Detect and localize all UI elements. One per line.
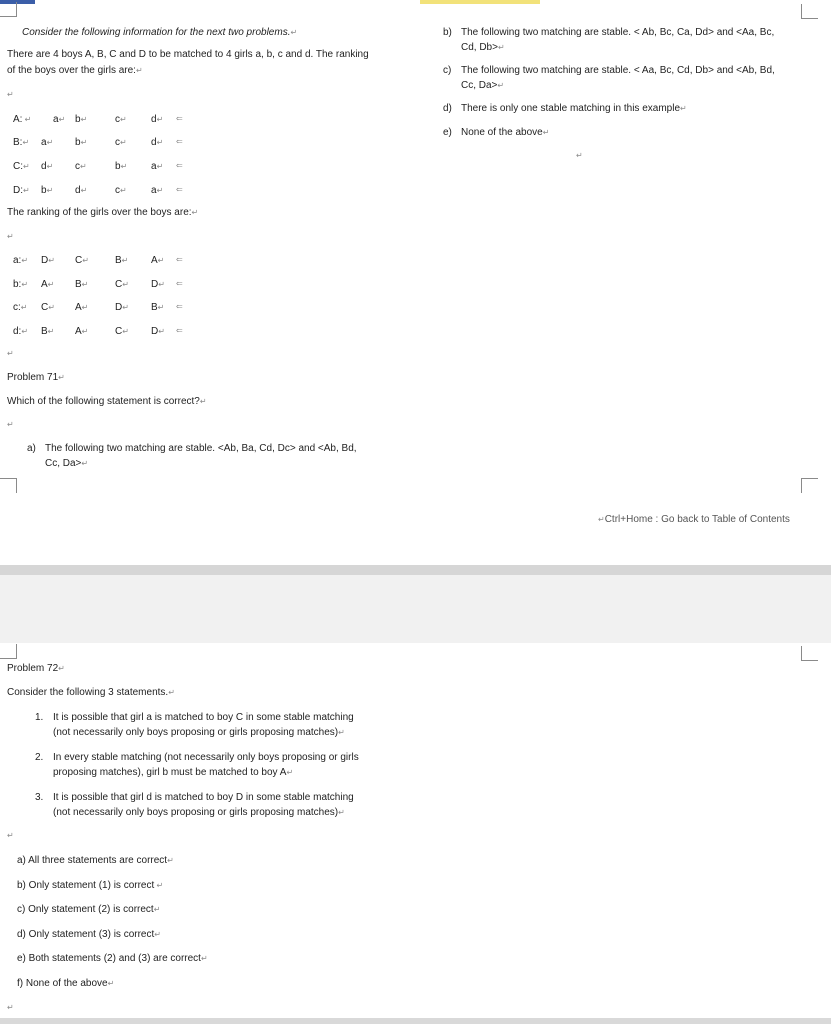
bottom-strip <box>0 1018 831 1024</box>
girls-cell: D↵ <box>115 302 129 313</box>
paragraph-mark: ↵ <box>7 349 14 358</box>
boys-cell: c↵ <box>75 161 87 172</box>
paragraph-mark: ↵ <box>7 420 14 429</box>
intro-paragraph-line1: There are 4 boys A, B, C and D to be matched to 4 girls a, b, c and d. The ranking <box>7 49 369 60</box>
boys-cell: c↵ <box>115 137 127 148</box>
boys-cell: b↵ <box>75 137 88 148</box>
problem71-option-e-text: None of the above↵ <box>461 127 550 138</box>
girls-cell: A↵ <box>75 302 89 313</box>
paragraph-mark: ↵ <box>576 151 583 160</box>
boys-row-label: C:↵ <box>13 161 30 172</box>
row-end-mark: ⇐ <box>176 326 183 335</box>
row-end-mark: ⇐ <box>176 161 183 170</box>
problem71-option-e: e) <box>443 127 452 138</box>
girls-row-label: c:↵ <box>13 302 28 313</box>
girls-cell: B↵ <box>41 326 55 337</box>
paragraph-mark: ↵ <box>7 232 14 241</box>
statement-1-text: It is possible that girl a is matched to boy C in some stable matching <box>53 712 354 723</box>
margin-corner-bottom-left <box>0 478 17 493</box>
girls-cell: D↵ <box>151 279 165 290</box>
statement-3-num: 3. <box>35 792 44 803</box>
row-end-mark: ⇐ <box>176 137 183 146</box>
girls-cell: D↵ <box>41 255 55 266</box>
paragraph-mark: ↵ <box>7 1003 14 1012</box>
girls-row-label: a:↵ <box>13 255 29 266</box>
girls-cell: B↵ <box>75 279 89 290</box>
boys-row-label: D:↵ <box>13 185 30 196</box>
boys-row-label: A: ↵ <box>13 114 32 125</box>
problem72-option-d: d) Only statement (3) is correct↵ <box>17 929 161 940</box>
boys-cell: a↵ <box>41 137 54 148</box>
toc-link[interactable]: ↵Ctrl+Home : Go back to Table of Contents <box>598 514 790 525</box>
problem72-option-a: a) All three statements are correct↵ <box>17 855 174 866</box>
problem71-option-d: d) <box>443 103 452 114</box>
problem71-option-b: b) <box>443 27 452 38</box>
margin-corner-top-right-2 <box>801 646 818 661</box>
margin-corner-top-left <box>0 2 17 17</box>
problem71-option-c-text2: Cc, Da>↵ <box>461 80 505 91</box>
problem71-option-a-text2: Cc, Da>↵ <box>45 458 89 469</box>
problem71-option-a: a) <box>27 443 36 454</box>
problem72-option-b: b) Only statement (1) is correct ↵ <box>17 880 164 891</box>
girls-cell: C↵ <box>41 302 55 313</box>
boys-cell: d↵ <box>151 137 164 148</box>
boys-cell: b↵ <box>115 161 128 172</box>
top-strip <box>0 0 831 5</box>
intro-heading: Consider the following information for the next two problems.↵ <box>22 27 298 38</box>
problem72-intro: Consider the following 3 statements.↵ <box>7 687 175 698</box>
girls-row-label: d:↵ <box>13 326 29 337</box>
statement-3-text: It is possible that girl d is matched to boy D in some stable matching <box>53 792 354 803</box>
row-end-mark: ⇐ <box>176 255 183 264</box>
statement-2-text2: proposing matches), girl b must be matched to boy A↵ <box>53 767 294 778</box>
problem72-title: Problem 72↵ <box>7 663 65 674</box>
girls-cell: A↵ <box>41 279 55 290</box>
girls-cell: A↵ <box>151 255 165 266</box>
boys-cell: d↵ <box>75 185 88 196</box>
row-end-mark: ⇐ <box>176 302 183 311</box>
boys-cell: d↵ <box>41 161 54 172</box>
problem71-option-b-text2: Cd, Db>↵ <box>461 42 505 53</box>
problem72-option-c: c) Only statement (2) is correct↵ <box>17 904 161 915</box>
girls-cell: A↵ <box>75 326 89 337</box>
margin-corner-bottom-right <box>801 478 818 493</box>
boys-cell: b↵ <box>41 185 54 196</box>
girls-cell: C↵ <box>115 326 129 337</box>
girls-cell: B↵ <box>151 302 165 313</box>
problem72-option-f: f) None of the above↵ <box>17 978 115 989</box>
boys-cell: b↵ <box>75 114 88 125</box>
girls-heading: The ranking of the girls over the boys are:↵ <box>7 207 199 218</box>
paragraph-mark: ↵ <box>7 90 14 99</box>
girls-cell: D↵ <box>151 326 165 337</box>
margin-corner-top-left-2 <box>0 644 17 659</box>
girls-cell: C↵ <box>115 279 129 290</box>
boys-cell: a↵ <box>151 185 164 196</box>
girls-cell: B↵ <box>115 255 129 266</box>
statement-2-text: In every stable matching (not necessarily only boys proposing or girls <box>53 752 359 763</box>
boys-row-label: B:↵ <box>13 137 30 148</box>
girls-cell: C↵ <box>75 255 89 266</box>
row-end-mark: ⇐ <box>176 279 183 288</box>
boys-cell: c↵ <box>115 185 127 196</box>
problem71-option-c: c) <box>443 65 452 76</box>
boys-cell: c↵ <box>115 114 127 125</box>
problem71-title: Problem 71↵ <box>7 372 65 383</box>
problem71-option-d-text: There is only one stable matching in this example↵ <box>461 103 687 114</box>
top-strip-highlight <box>420 0 540 4</box>
statement-2-num: 2. <box>35 752 44 763</box>
statement-1-text2: (not necessarily only boys proposing or girls proposing matches)↵ <box>53 727 345 738</box>
page-gap <box>0 565 831 643</box>
row-end-mark: ⇐ <box>176 185 183 194</box>
problem71-option-b-text: The following two matching are stable. < Ab, Bc, Ca, Dd> and <Aa, Bc, <box>461 27 775 38</box>
problem71-question: Which of the following statement is correct?↵ <box>7 396 207 407</box>
girls-row-label: b:↵ <box>13 279 29 290</box>
paragraph-mark: ↵ <box>7 831 14 840</box>
problem71-option-a-text: The following two matching are stable. <Ab, Ba, Cd, Dc> and <Ab, Bd, <box>45 443 357 454</box>
margin-corner-top-right <box>801 4 818 19</box>
statement-3-text2: (not necessarily only boys proposing or girls proposing matches)↵ <box>53 807 345 818</box>
problem71-option-c-text: The following two matching are stable. < Aa, Bc, Cd, Db> and <Ab, Bd, <box>461 65 775 76</box>
row-end-mark: ⇐ <box>176 114 183 123</box>
boys-cell: a↵ <box>151 161 164 172</box>
boys-cell: a↵ <box>53 114 66 125</box>
statement-1-num: 1. <box>35 712 44 723</box>
boys-cell: d↵ <box>151 114 164 125</box>
page-gap-band <box>0 565 831 575</box>
problem72-option-e: e) Both statements (2) and (3) are correct↵ <box>17 953 208 964</box>
intro-paragraph-line2: of the boys over the girls are:↵ <box>7 65 143 76</box>
